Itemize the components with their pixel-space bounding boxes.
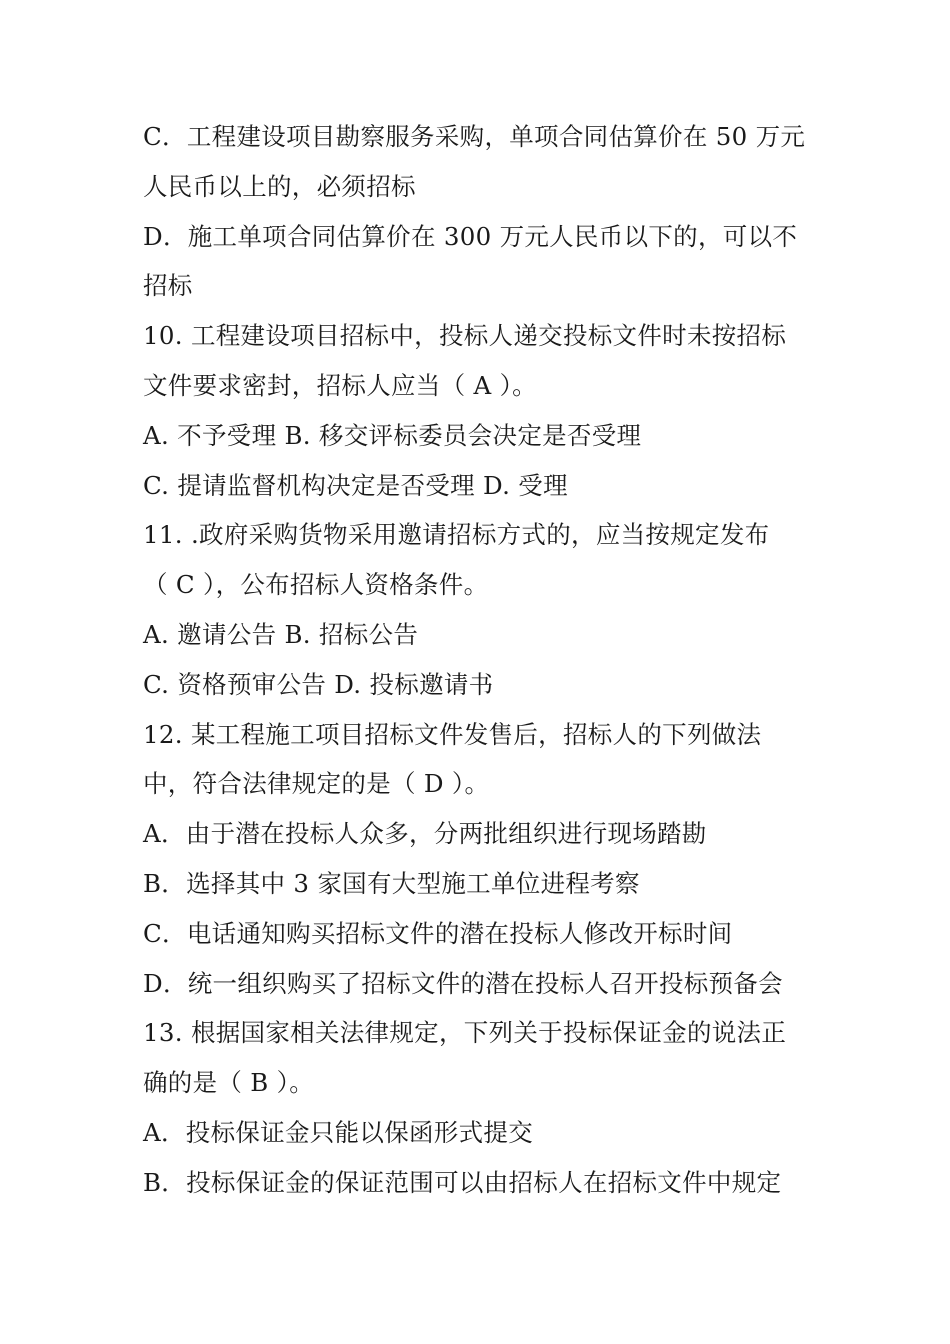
question-12-line-2: 中，符合法律规定的是（ D ）。 xyxy=(143,769,490,799)
option-d-line-1: D．施工单项合同估算价在 300 万元人民币以下的，可以不 xyxy=(143,221,798,251)
question-11-line-2: （ C ），公布招标人资格条件。 xyxy=(143,570,489,600)
document-body xyxy=(143,112,823,1208)
question-13-line-1: 13. 根据国家相关法律规定，下列关于投标保证金的说法正 xyxy=(143,1018,787,1048)
question-11-options-cd: C. 资格预审公告 D. 投标邀请书 xyxy=(143,669,494,699)
option-c-line-1: C．工程建设项目勘察服务采购，单项合同估算价在 50 万元 xyxy=(143,122,806,151)
question-12-line-1: 12. 某工程施工项目招标文件发售后，招标人的下列做法 xyxy=(143,719,762,749)
option-d-line-2: 招标 xyxy=(143,271,193,301)
option-c-line-2: 人民币以上的，必须招标 xyxy=(143,171,416,201)
question-12-option-a: A．由于潜在投标人众多，分两批组织进行现场踏勘 xyxy=(143,819,707,849)
question-10-options-ab: A. 不予受理 B. 移交评标委员会决定是否受理 xyxy=(143,420,642,450)
question-13-option-a: A．投标保证金只能以保函形式提交 xyxy=(143,1117,533,1147)
question-12-option-c: C．电话通知购买招标文件的潜在投标人修改开标时间 xyxy=(143,918,733,948)
question-10-options-cd: C. 提请监督机构决定是否受理 D. 受理 xyxy=(143,470,568,500)
question-13-option-b: B．投标保证金的保证范围可以由招标人在招标文件中规定 xyxy=(143,1167,782,1197)
question-13-line-2: 确的是（ B ）。 xyxy=(143,1068,315,1098)
question-11-options-ab: A. 邀请公告 B. 招标公告 xyxy=(143,619,419,649)
question-10-line-1: 10. 工程建设项目招标中，投标人递交投标文件时未按招标 xyxy=(143,321,787,351)
question-10-line-2: 文件要求密封，招标人应当（ A ）。 xyxy=(143,370,537,400)
question-12-option-d: D．统一组织购买了招标文件的潜在投标人召开投标预备会 xyxy=(143,968,783,998)
question-12-option-b: B．选择其中 3 家国有大型施工单位进程考察 xyxy=(143,868,640,898)
question-11-line-1: 11. .政府采购货物采用邀请招标方式的，应当按规定发布 xyxy=(143,520,770,550)
